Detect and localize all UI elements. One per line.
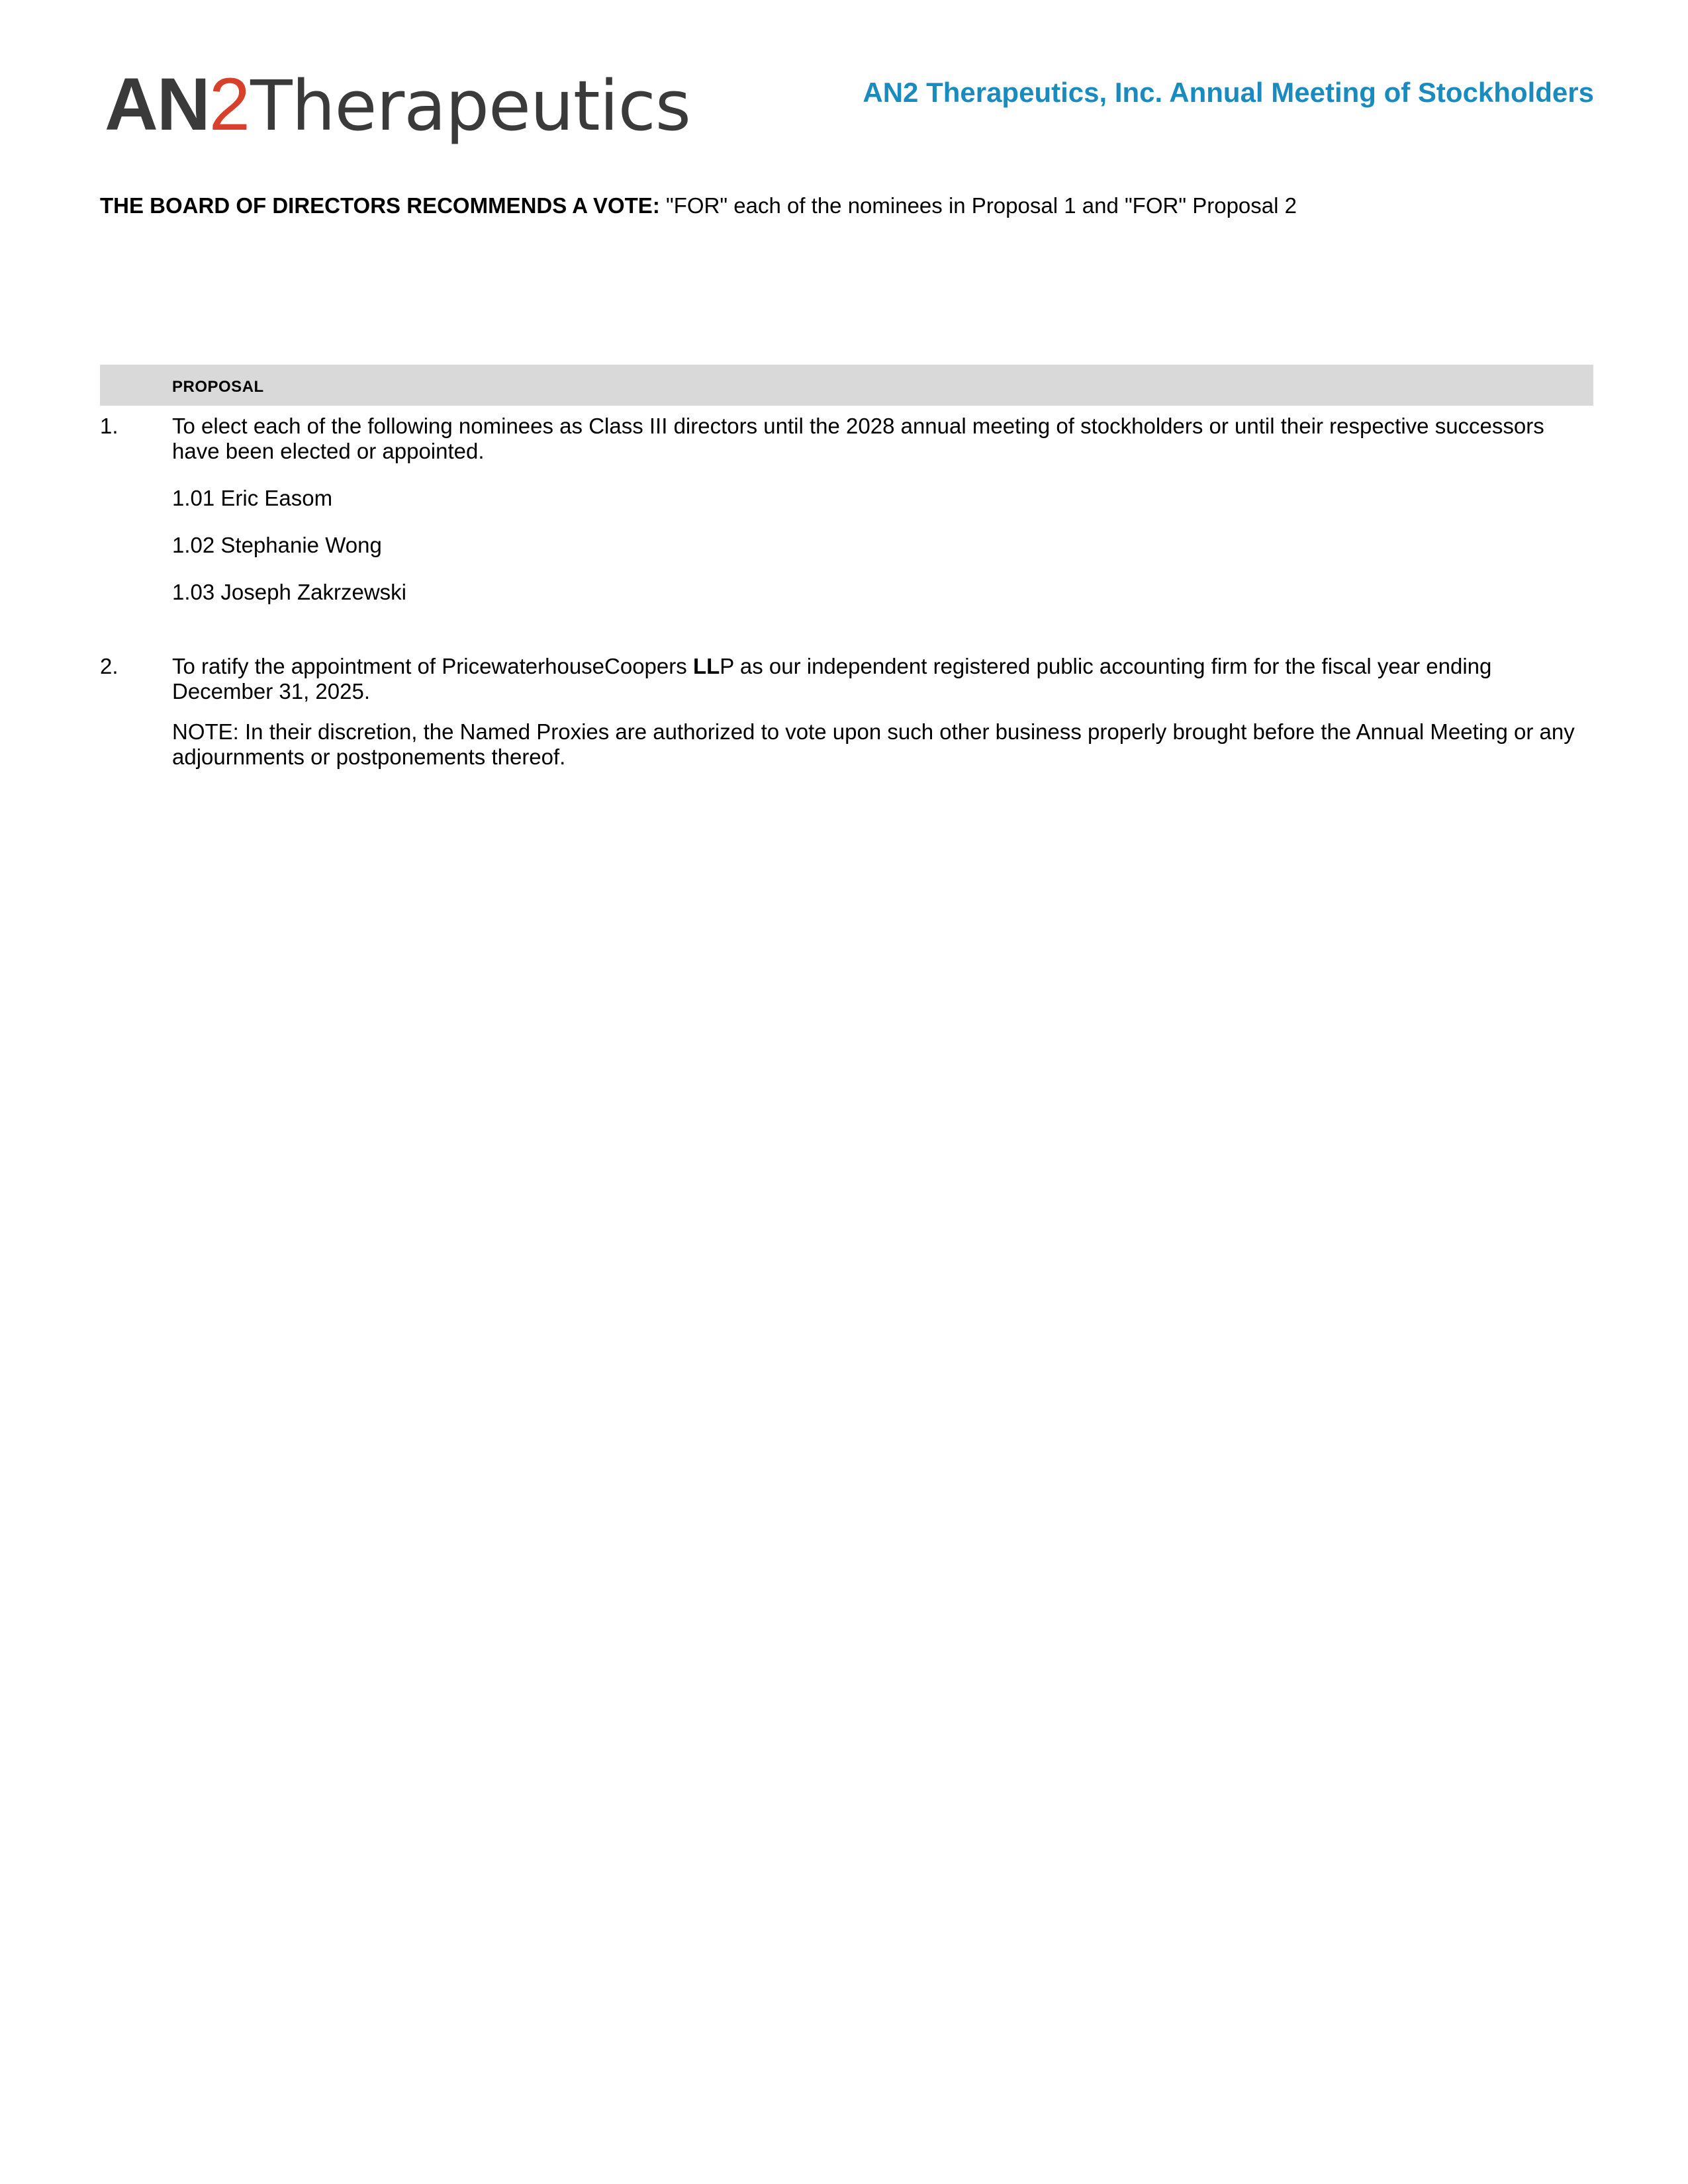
proposal-item-2: [100, 654, 1593, 770]
nominee-item: 1.01 Eric Easom: [172, 486, 333, 510]
proposal-text-bold: LL: [692, 654, 720, 678]
nominee-item: 1.03 Joseph Zakrzewski: [172, 580, 406, 604]
recommendation-lead: THE BOARD OF DIRECTORS RECOMMENDS A VOTE:: [100, 193, 660, 218]
proposal-body: [172, 654, 1593, 770]
proposal-text: To elect each of the following nominees as Class III directors until the 2028 annual meeting of stockholders or until their respective successors have been elected or appointed.: [172, 414, 1544, 463]
proposal-body: [172, 414, 1593, 605]
company-logo: [105, 63, 690, 154]
proposal-text-before: To ratify the appointment of PricewaterhouseCoopers: [172, 654, 693, 678]
proposal-text-after: P as our independent registered public accounting firm for the fiscal year ending December 31, 2025.: [172, 654, 1492, 704]
meeting-title: AN2 Therapeutics, Inc. Annual Meeting of Stockholders: [863, 77, 1594, 108]
logo-two-text: 2: [209, 63, 251, 146]
logo-therapeutics-text: Therapeutics: [250, 66, 690, 146]
proposal-number: 2.: [100, 654, 118, 678]
logo-an-text: AN: [105, 63, 209, 146]
board-recommendation: [100, 193, 1297, 218]
proposal-note: NOTE: In their discretion, the Named Proxies are authorized to vote upon such other business properly brought before the Annual Meeting or any adjournments or postponements thereof.: [172, 719, 1575, 769]
proposal-header-label: PROPOSAL: [172, 378, 264, 396]
nominee-item: 1.02 Stephanie Wong: [172, 533, 382, 557]
proposal-item-1: [100, 414, 1593, 605]
proposal-number: 1.: [100, 414, 118, 438]
proposal-header-bar: [100, 365, 1593, 406]
proposal-text: [172, 654, 1593, 704]
recommendation-text: "FOR" each of the nominees in Proposal 1 and "FOR" Proposal 2: [659, 193, 1297, 218]
